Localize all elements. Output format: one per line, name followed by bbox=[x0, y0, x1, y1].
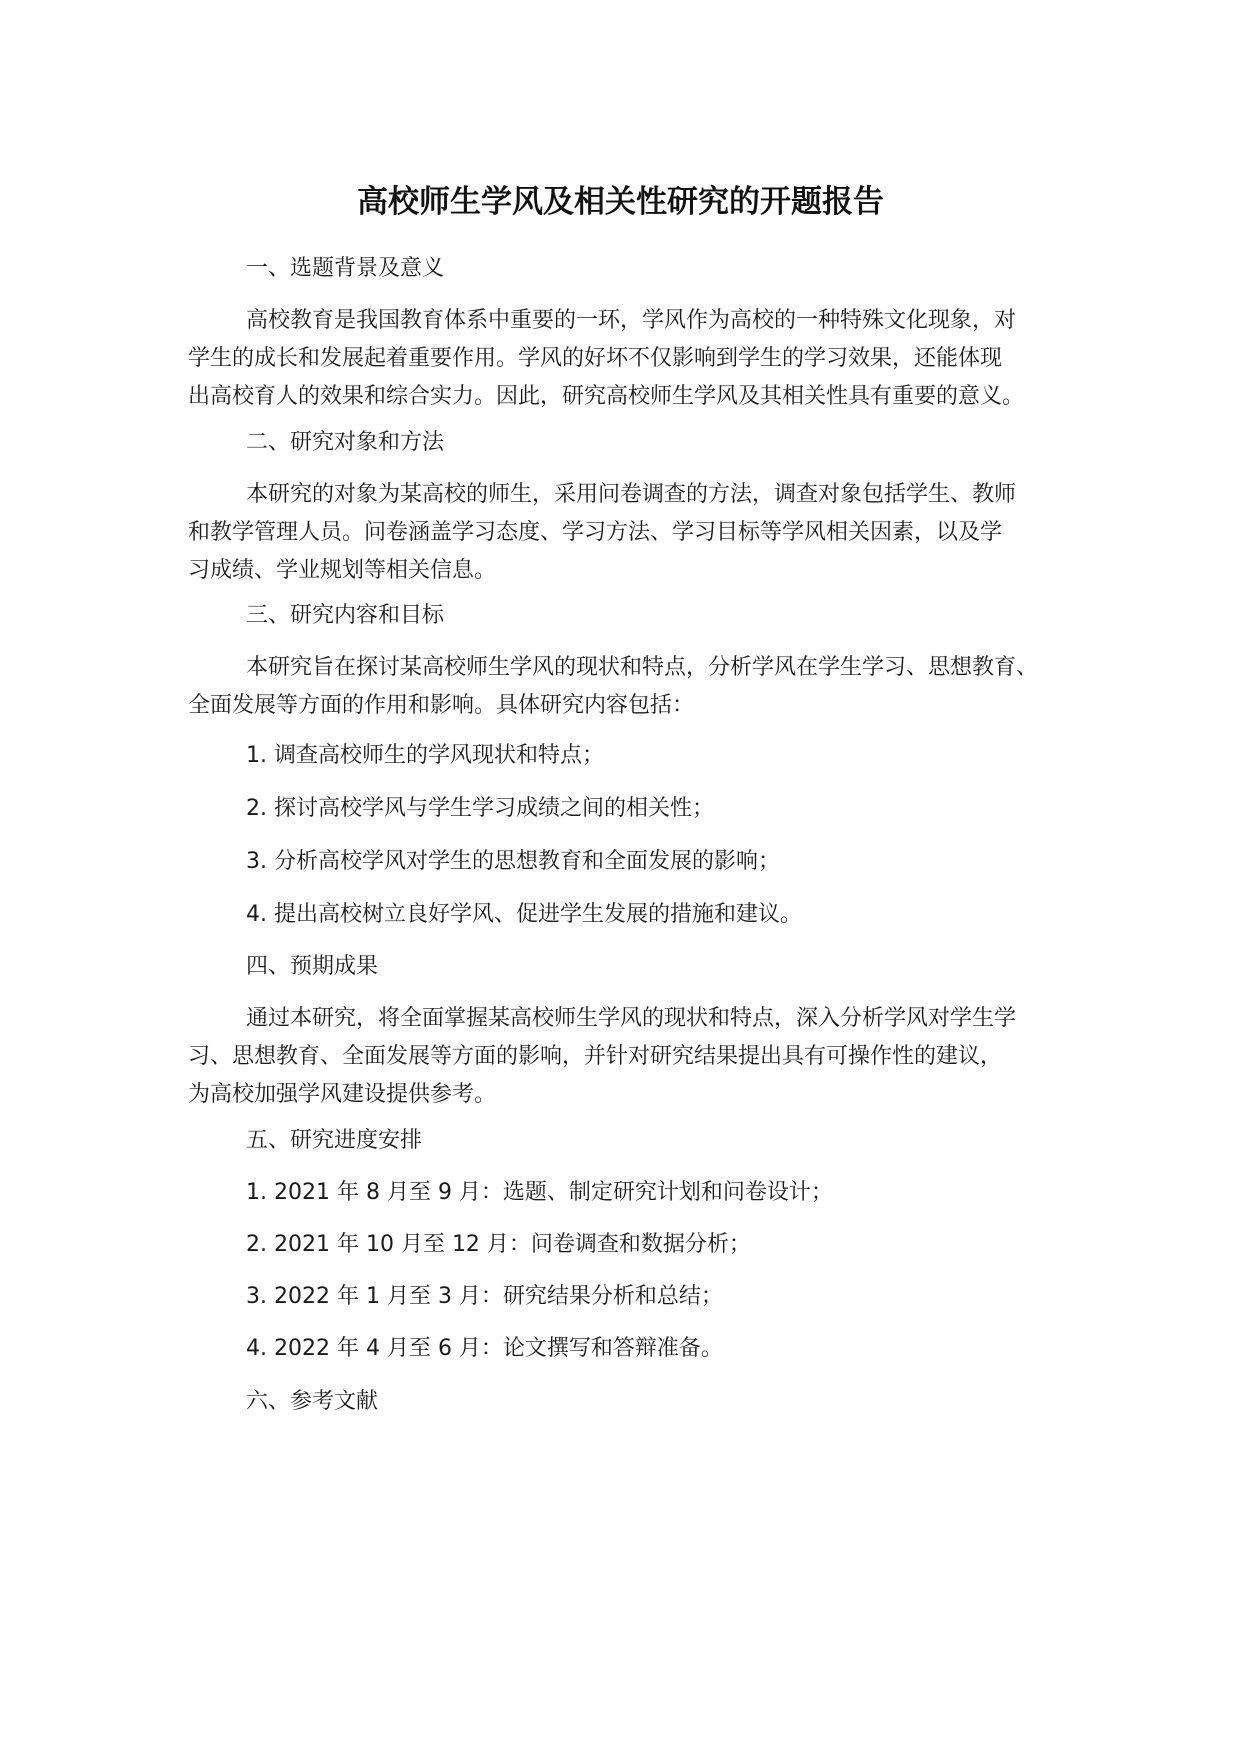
section-heading-schedule: 五、研究进度安排 bbox=[246, 1128, 423, 1153]
paragraph-line: 通过本研究，将全面掌握某高校师生学风的现状和特点，深入分析学风对学生学 bbox=[246, 1006, 1017, 1031]
section-heading-method: 二、研究对象和方法 bbox=[246, 430, 445, 455]
paragraph-content bbox=[188, 649, 1068, 725]
schedule-item: 1. 2021 年 8 月至 9 月：选题、制定研究计划和问卷设计； bbox=[246, 1180, 833, 1205]
schedule-item: 2. 2021 年 10 月至 12 月：问卷调查和数据分析； bbox=[246, 1232, 751, 1257]
section-heading-outcome: 四、预期成果 bbox=[246, 954, 379, 979]
paragraph-line: 本研究旨在探讨某高校师生学风的现状和特点，分析学风在学生学习、思想教育、 bbox=[246, 655, 1039, 680]
section-heading-background: 一、选题背景及意义 bbox=[246, 256, 445, 281]
list-item: 2. 探讨高校学风与学生学习成绩之间的相关性； bbox=[246, 796, 714, 821]
paragraph-line: 全面发展等方面的作用和影响。具体研究内容包括： bbox=[188, 693, 695, 718]
section-heading-references: 六、参考文献 bbox=[246, 1389, 379, 1414]
schedule-item: 3. 2022 年 1 月至 3 月：研究结果分析和总结； bbox=[246, 1284, 723, 1309]
document-title: 高校师生学风及相关性研究的开题报告 bbox=[357, 184, 884, 220]
paragraph-method bbox=[188, 476, 1068, 590]
paragraph-background bbox=[188, 302, 1068, 416]
section-heading-content: 三、研究内容和目标 bbox=[246, 603, 445, 628]
paragraph-line: 和教学管理人员。问卷涵盖学习态度、学习方法、学习目标等学风相关因素，以及学 bbox=[188, 520, 1003, 545]
paragraph-line: 本研究的对象为某高校的师生，采用问卷调查的方法，调查对象包括学生、教师 bbox=[246, 482, 1017, 507]
paragraph-line: 高校教育是我国教育体系中重要的一环，学风作为高校的一种特殊文化现象，对 bbox=[246, 308, 1017, 333]
list-item: 4. 提出高校树立良好学风、促进学生发展的措施和建议。 bbox=[246, 902, 802, 927]
paragraph-line: 出高校育人的效果和综合实力。因此，研究高校师生学风及其相关性具有重要的意义。 bbox=[188, 384, 1025, 409]
paragraph-outcome bbox=[188, 1000, 1068, 1114]
paragraph-line: 学生的成长和发展起着重要作用。学风的好坏不仅影响到学生的学习效果，还能体现 bbox=[188, 346, 1003, 371]
list-item: 1. 调查高校师生的学风现状和特点； bbox=[246, 743, 604, 768]
paragraph-line: 为高校加强学风建设提供参考。 bbox=[188, 1082, 497, 1107]
paragraph-line: 习成绩、学业规划等相关信息。 bbox=[188, 558, 497, 583]
schedule-item: 4. 2022 年 4 月至 6 月：论文撰写和答辩准备。 bbox=[246, 1336, 723, 1361]
paragraph-line: 习、思想教育、全面发展等方面的影响，并针对研究结果提出具有可操作性的建议， bbox=[188, 1044, 1003, 1069]
list-item: 3. 分析高校学风对学生的思想教育和全面发展的影响； bbox=[246, 849, 780, 874]
